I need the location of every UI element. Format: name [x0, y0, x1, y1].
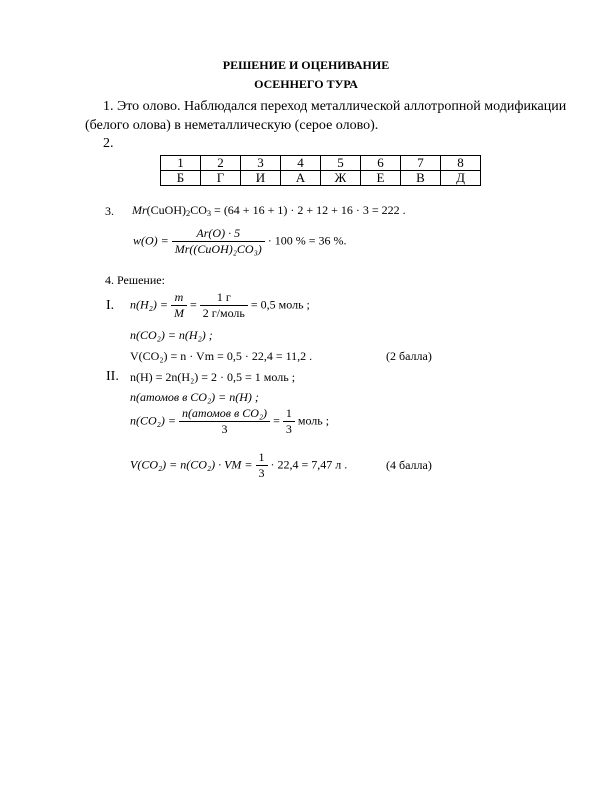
- v-one-third-numerator: 1: [256, 450, 268, 466]
- v-one-third-denominator: 3: [258, 466, 265, 480]
- one-third-denominator: 3: [285, 422, 292, 436]
- table-cell: Ж: [321, 171, 361, 186]
- part-1-line3: V(CO₂) = n · Vm = 0,5 · 22,4 = 11,2 .: [130, 349, 313, 363]
- part-1-line1: n(H₂) = $\frac{m}{M}$ = $\frac{1 г}{\text{2 г/моль}}$ = 0,5 моль ;: [130, 290, 310, 320]
- table-cell: Д: [441, 171, 481, 186]
- w-denominator: Mr((CuOH)₂CO₃): [174, 242, 262, 256]
- answer-3-label: 3.: [105, 204, 114, 218]
- n-co2-unit: моль ;: [297, 413, 330, 428]
- v-co2-result: · 22,4 = 7,47 л .: [270, 457, 348, 472]
- one-third-fraction: [283, 406, 295, 437]
- n-co2-lhs: n(CO₂) =: [130, 413, 176, 428]
- w-numerator: Ar(O) · 5: [172, 226, 265, 242]
- mr-formula: (CuOH): [146, 203, 186, 217]
- part-2-line1: n(H) = 2n(H₂) = 2 · 0,5 = 1 моль ;: [130, 370, 296, 384]
- v-one-third-fraction: [256, 450, 268, 481]
- title-line2: ОСЕННЕГО ТУРА: [254, 77, 358, 91]
- table-cell: В: [401, 171, 441, 186]
- table-cell: А: [281, 171, 321, 186]
- part-2-line3: [130, 406, 329, 437]
- part-2-label: II.: [106, 369, 119, 384]
- n-h2-result: = 0,5 моль ;: [250, 297, 310, 312]
- n-h2-lhs: n(H₂) =: [130, 297, 168, 312]
- grams-numerator: 1 г: [200, 290, 248, 306]
- part-2-line2: n(атомов в CO₂) = n(H) ;: [130, 390, 259, 404]
- answer-4-heading: 4. Решение:: [105, 273, 165, 287]
- mr-calculation: = (64 + 16 + 1) · 2 + 12 + 16 · 3 = 222 .: [214, 203, 406, 217]
- m-over-M-fraction: [171, 290, 187, 321]
- answer-2-label: 2.: [103, 136, 114, 151]
- table-cell: 3: [241, 156, 281, 171]
- table-cell: Б: [161, 171, 201, 186]
- grams-denominator: 2 г/моль: [202, 306, 245, 320]
- mr-sub3: 3: [206, 209, 212, 219]
- answer-table: [160, 155, 481, 186]
- answer-table-row-letters: [161, 171, 481, 186]
- answer-table-row-numbers: [161, 156, 481, 171]
- part-2-score: (4 балла): [386, 458, 432, 472]
- v-co2-lhs: V(CO₂) = n(CO₂) · VM =: [130, 457, 253, 472]
- part-1-label: I.: [106, 298, 115, 313]
- table-cell: 6: [361, 156, 401, 171]
- table-cell: И: [241, 171, 281, 186]
- molar-mass-equation: [132, 203, 406, 218]
- mr-sub2: 2: [186, 209, 191, 219]
- table-cell: 7: [401, 156, 441, 171]
- table-cell: 5: [321, 156, 361, 171]
- w-lhs: w(O) =: [133, 233, 169, 248]
- mr-symbol: Mr: [132, 203, 147, 217]
- equals-sign: =: [273, 413, 280, 428]
- grams-fraction: [200, 290, 248, 321]
- atoms-fraction: [179, 406, 270, 437]
- table-cell: Е: [361, 171, 401, 186]
- atoms-denominator: 3: [221, 422, 228, 436]
- w-rhs: · 100 % = 36 %.: [267, 233, 347, 248]
- answer-1-line1: 1. Это олово. Наблюдался переход металлической аллотропной модификации: [103, 99, 567, 114]
- table-cell: 2: [201, 156, 241, 171]
- table-cell: Г: [201, 171, 241, 186]
- table-cell: 1: [161, 156, 201, 171]
- w-fraction: [172, 226, 265, 257]
- part-2-line4: [130, 450, 347, 481]
- table-cell: 8: [441, 156, 481, 171]
- one-third-numerator: 1: [283, 406, 295, 422]
- molar-mass-symbol: M: [173, 306, 184, 320]
- mass-fraction-equation: [133, 226, 347, 257]
- mass-symbol: m: [171, 290, 187, 306]
- part-1-line2: n(CO₂) = n(H₂) ;: [130, 328, 213, 342]
- table-cell: 4: [281, 156, 321, 171]
- part-1-score: (2 балла): [386, 349, 432, 363]
- title-line1: РЕШЕНИЕ И ОЦЕНИВАНИЕ: [222, 58, 390, 72]
- atoms-numerator: n(атомов в CO₂): [179, 406, 270, 422]
- mr-co: CO: [190, 203, 207, 217]
- answer-1-line2: (белого олова) в неметаллическую (серое олово).: [85, 118, 379, 133]
